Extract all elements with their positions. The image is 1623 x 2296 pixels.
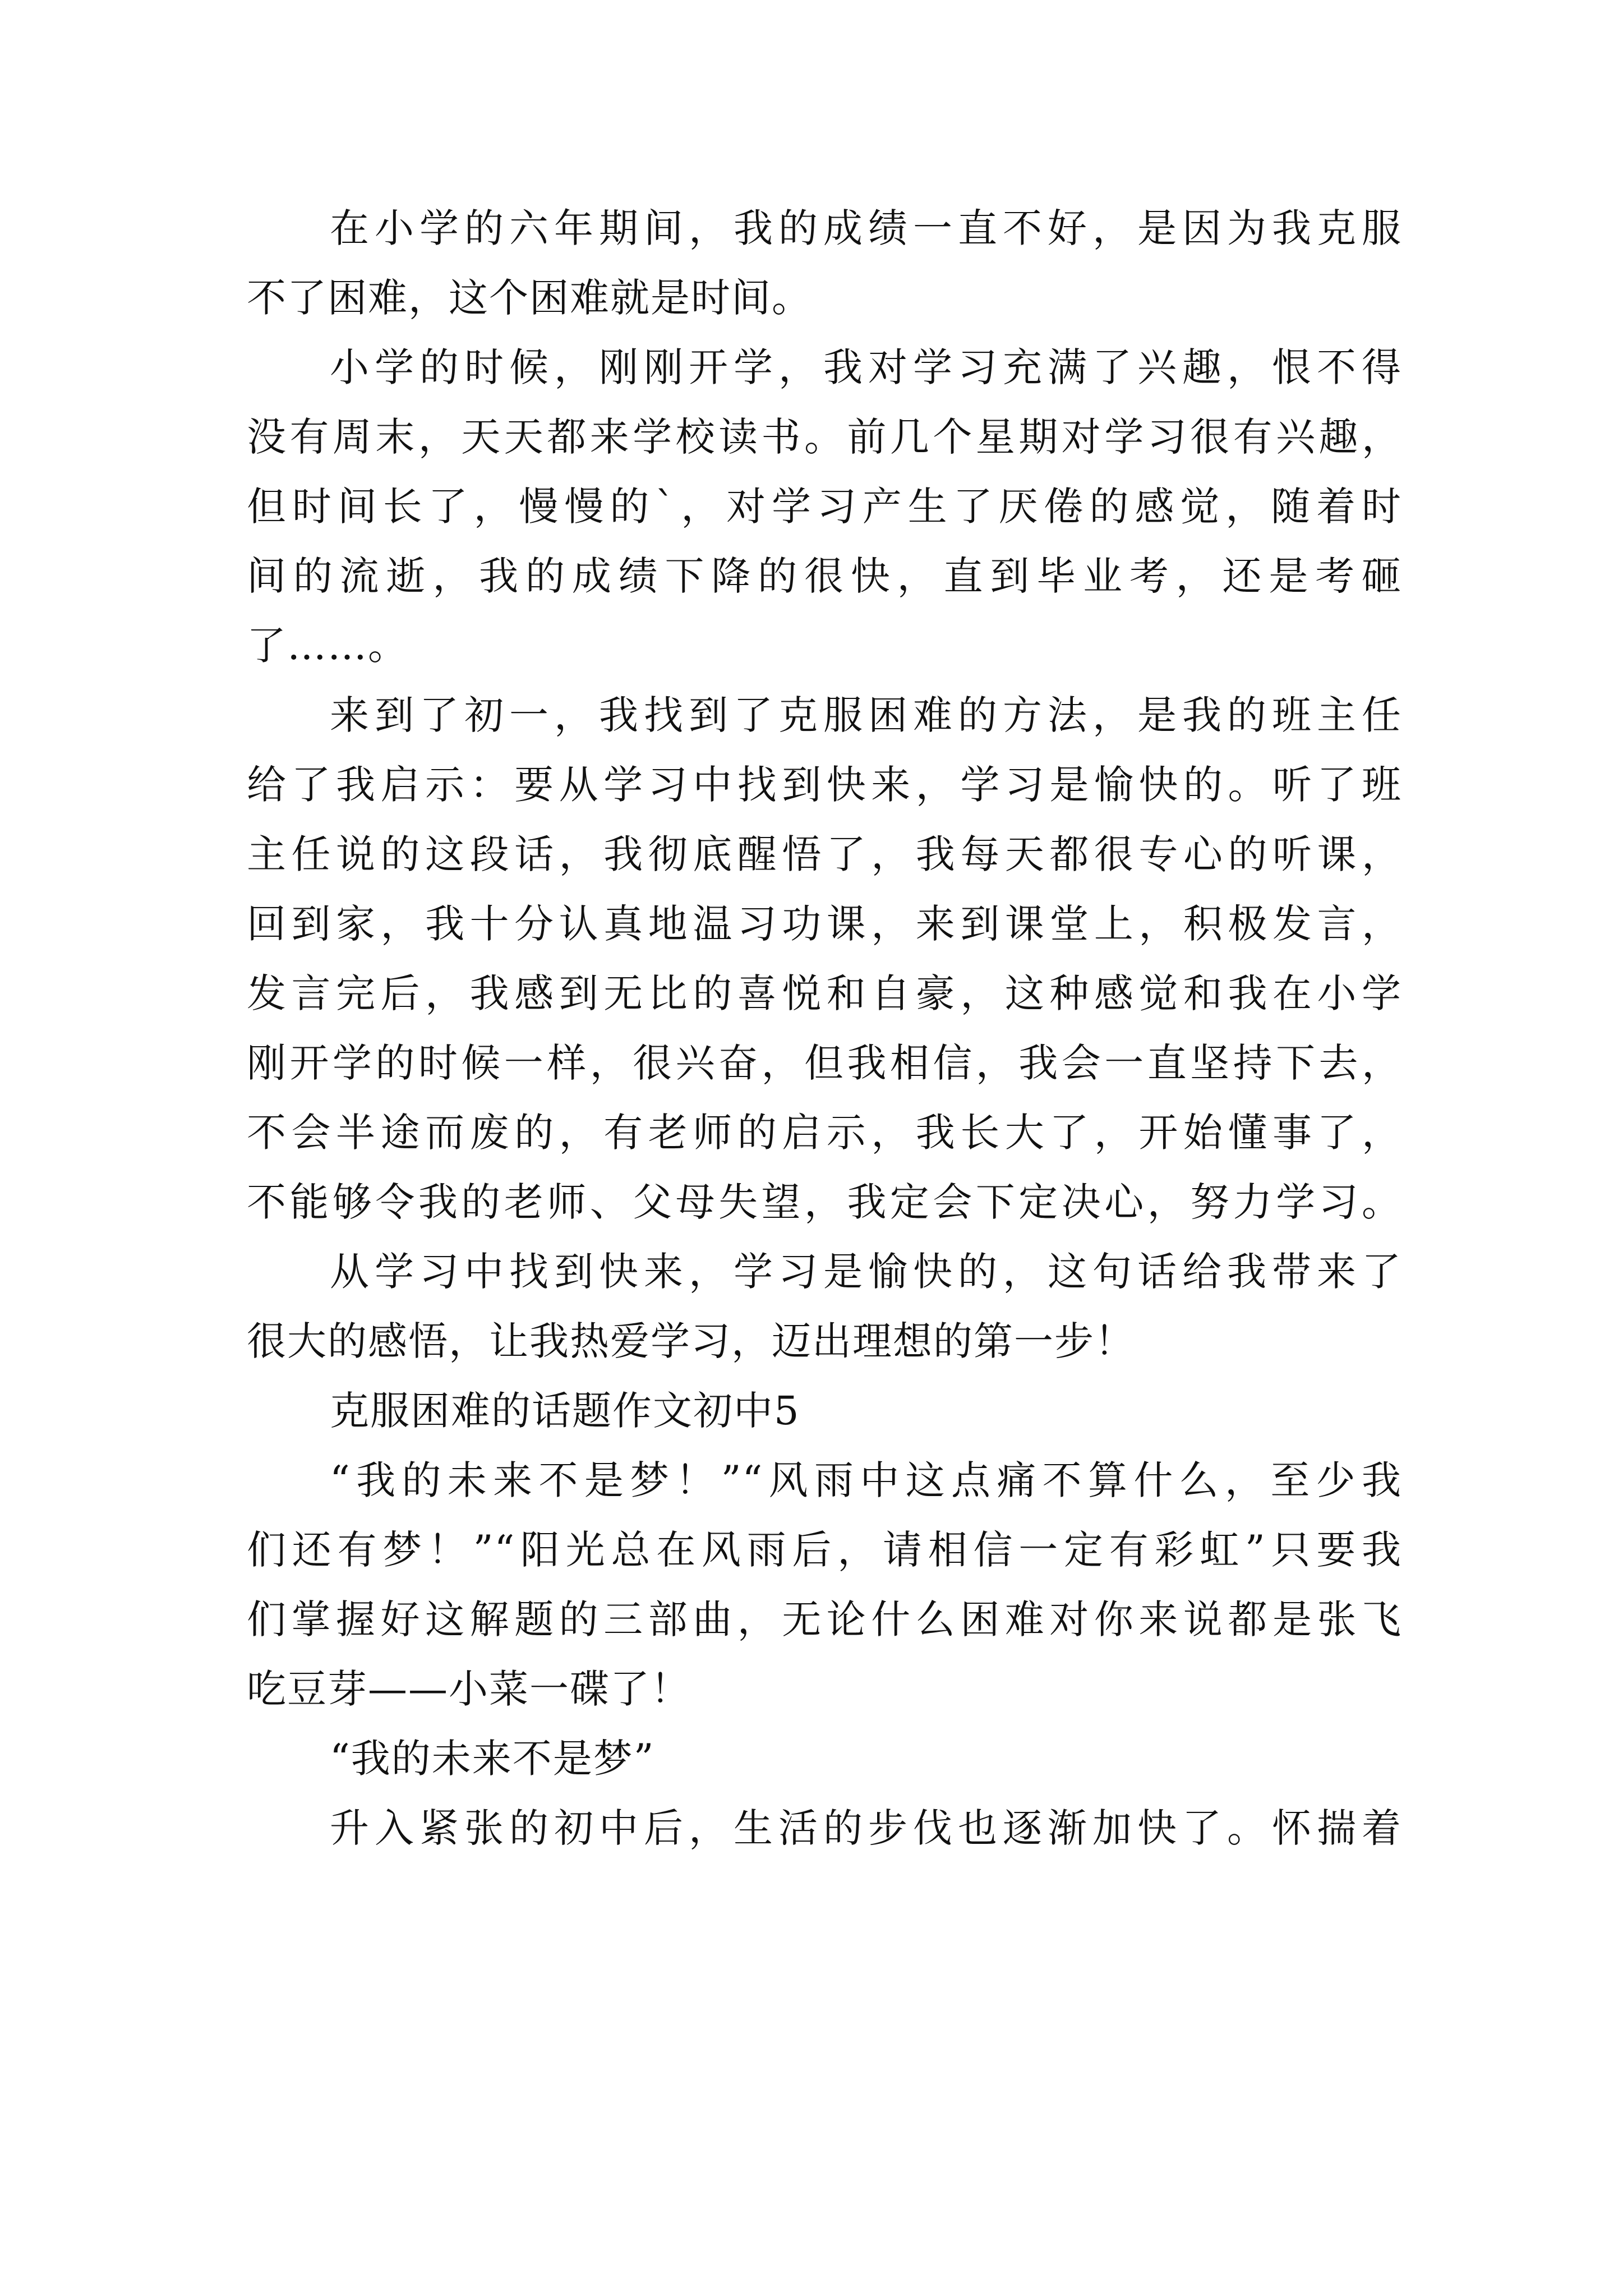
text-line: 不能够令我的老师、父母失望，我定会下定决心，努力学习。 bbox=[247, 1179, 1402, 1225]
text-line: 们还有梦！”“阳光总在风雨后，请相信一定有彩虹”只要我 bbox=[247, 1527, 1402, 1573]
text-line: 升入紧张的初中后，生活的步伐也逐渐加快了。怀揣着 bbox=[330, 1805, 1402, 1851]
text-line: 了……。 bbox=[247, 623, 408, 669]
text-line: 没有周末，天天都来学校读书。前几个星期对学习很有兴趣， bbox=[247, 414, 1402, 460]
text-line: 在小学的六年期间，我的成绩一直不好，是因为我克服 bbox=[330, 205, 1402, 251]
text-line: 给了我启示：要从学习中找到快来，学习是愉快的。听了班 bbox=[247, 762, 1402, 808]
section-heading: 克服困难的话题作文初中5 bbox=[330, 1388, 800, 1434]
text-line: 小学的时候，刚刚开学，我对学习充满了兴趣，恨不得 bbox=[330, 344, 1402, 390]
text-line: 们掌握好这解题的三部曲，无论什么困难对你来说都是张飞 bbox=[247, 1596, 1402, 1642]
text-line: 发言完后，我感到无比的喜悦和自豪，这种感觉和我在小学 bbox=[247, 970, 1402, 1016]
text-line: 来到了初一，我找到了克服困难的方法，是我的班主任 bbox=[330, 692, 1402, 738]
text-line: 主任说的这段话，我彻底醒悟了，我每天都很专心的听课， bbox=[247, 831, 1402, 877]
text-line: 很大的感悟，让我热爱学习，迈出理想的第一步！ bbox=[247, 1318, 1135, 1364]
text-line: 不会半途而废的，有老师的启示，我长大了，开始懂事了， bbox=[247, 1110, 1402, 1156]
text-line: “我的未来不是梦！”“风雨中这点痛不算什么，至少我 bbox=[330, 1457, 1402, 1503]
subheading: “我的未来不是梦” bbox=[330, 1736, 655, 1782]
text-line: 刚开学的时候一样，很兴奋，但我相信，我会一直坚持下去， bbox=[247, 1040, 1402, 1086]
text-line: 但时间长了，慢慢的`，对学习产生了厌倦的感觉，随着时 bbox=[247, 484, 1402, 530]
essay-body bbox=[247, 194, 1402, 1863]
text-line: 吃豆芽——小菜一碟了！ bbox=[247, 1666, 691, 1712]
text-line: 回到家，我十分认真地温习功课，来到课堂上，积极发言， bbox=[247, 901, 1402, 947]
text-line: 从学习中找到快来，学习是愉快的，这句话给我带来了 bbox=[330, 1249, 1402, 1295]
text-line: 间的流逝，我的成绩下降的很快，直到毕业考，还是考砸 bbox=[247, 553, 1402, 599]
text-line: 不了困难，这个困难就是时间。 bbox=[247, 275, 812, 321]
